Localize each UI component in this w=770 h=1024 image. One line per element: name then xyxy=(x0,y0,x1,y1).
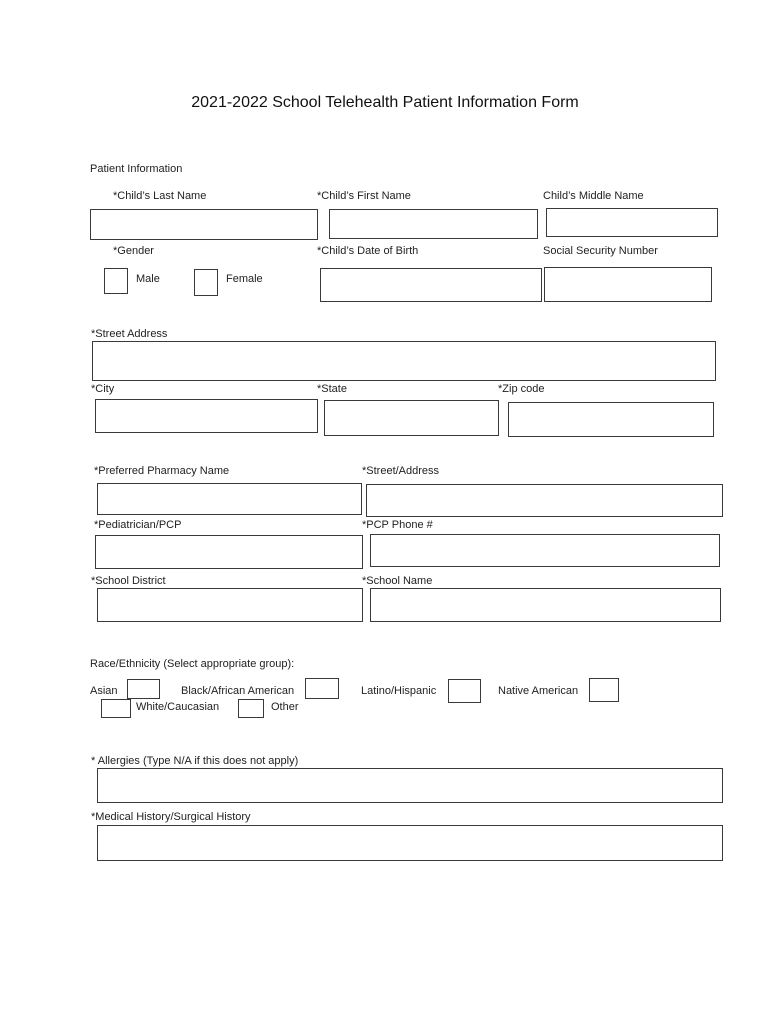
section-patient-information: Patient Information xyxy=(90,163,183,175)
latino-hispanic-label: Latino/Hispanic xyxy=(361,685,437,697)
pharmacy-street-label: *Street/Address xyxy=(362,465,440,477)
other-label: Other xyxy=(271,701,299,713)
ssn-label: Social Security Number xyxy=(543,245,658,257)
last-name-label: *Child’s Last Name xyxy=(113,190,207,202)
state-field[interactable] xyxy=(324,400,499,436)
medical-history-field[interactable] xyxy=(97,825,723,861)
medical-history-label: *Medical History/Surgical History xyxy=(91,811,251,823)
school-name-field[interactable] xyxy=(370,588,721,622)
middle-name-field[interactable] xyxy=(546,208,718,237)
pediatrician-label: *Pediatrician/PCP xyxy=(94,519,182,531)
school-name-label: *School Name xyxy=(362,575,433,587)
other-checkbox[interactable] xyxy=(238,699,264,718)
allergies-label: * Allergies (Type N/A if this does not apply) xyxy=(91,755,299,767)
pharmacy-name-field[interactable] xyxy=(97,483,362,515)
race-ethnicity-heading: Race/Ethnicity (Select appropriate group): xyxy=(90,658,295,670)
school-district-label: *School District xyxy=(91,575,166,587)
black-african-american-checkbox[interactable] xyxy=(305,678,339,699)
male-label: Male xyxy=(136,273,160,285)
city-label: *City xyxy=(91,383,115,395)
dob-field[interactable] xyxy=(320,268,542,302)
gender-label: *Gender xyxy=(113,245,154,257)
zip-field[interactable] xyxy=(508,402,714,437)
male-checkbox[interactable] xyxy=(104,268,128,294)
native-american-checkbox[interactable] xyxy=(589,678,619,702)
city-field[interactable] xyxy=(95,399,318,433)
pharmacy-street-field[interactable] xyxy=(366,484,723,517)
last-name-field[interactable] xyxy=(90,209,318,240)
female-checkbox[interactable] xyxy=(194,269,218,296)
ssn-field[interactable] xyxy=(544,267,712,302)
white-caucasian-label: White/Caucasian xyxy=(136,701,220,713)
pcp-phone-label: *PCP Phone # xyxy=(362,519,433,531)
form-title: 2021-2022 School Telehealth Patient Information Form xyxy=(191,94,579,111)
native-american-label: Native American xyxy=(498,685,579,697)
latino-hispanic-checkbox[interactable] xyxy=(448,679,481,703)
dob-label: *Child’s Date of Birth xyxy=(317,245,419,257)
pharmacy-name-label: *Preferred Pharmacy Name xyxy=(94,465,230,477)
first-name-label: *Child’s First Name xyxy=(317,190,411,202)
street-address-field[interactable] xyxy=(92,341,716,381)
female-label: Female xyxy=(226,273,263,285)
pediatrician-field[interactable] xyxy=(95,535,363,569)
street-address-label: *Street Address xyxy=(91,328,168,340)
pcp-phone-field[interactable] xyxy=(370,534,720,567)
first-name-field[interactable] xyxy=(329,209,538,239)
allergies-field[interactable] xyxy=(97,768,723,803)
black-african-american-label: Black/African American xyxy=(181,685,295,697)
zip-label: *Zip code xyxy=(498,383,545,395)
white-caucasian-checkbox[interactable] xyxy=(101,699,131,718)
asian-label: Asian xyxy=(90,685,118,697)
school-district-field[interactable] xyxy=(97,588,363,622)
middle-name-label: Child’s Middle Name xyxy=(543,190,644,202)
state-label: *State xyxy=(317,383,347,395)
asian-checkbox[interactable] xyxy=(127,679,160,699)
